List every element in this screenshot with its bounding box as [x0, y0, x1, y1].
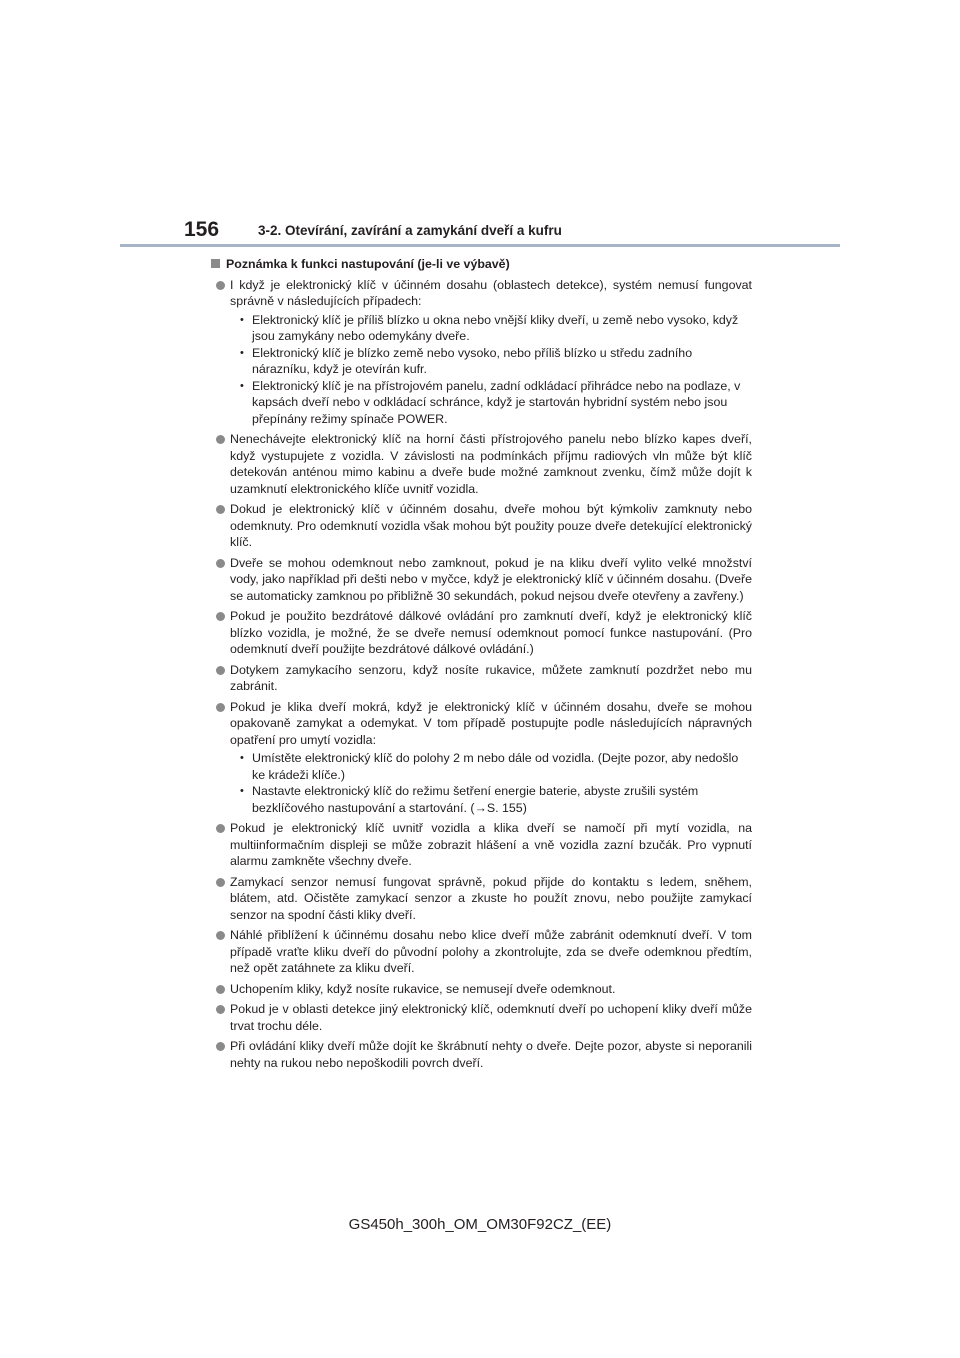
bullet-text: Pokud je použito bezdrátové dálkové ovládání pro zamknutí dveří, když je elektronický klíč blízko vozidla, je možné, že se dveře nemusí odemknout pomocí funkce nastupování. (Pro odemknutí dveří použijte bezdrátové dálkové ovládání.)	[230, 609, 752, 656]
sub-item: • Elektronický klíč je příliš blízko u okna nebo vnější kliky dveří, u země nebo vysoko, když jsou zamykány nebo odemykány dveře.	[240, 312, 752, 345]
note-bullet	[210, 1038, 752, 1071]
page-number: 156	[184, 218, 220, 241]
bullet-text: I když je elektronický klíč v účinném dosahu (oblastech detekce), systém nemusí fungovat správně v následujících případech:	[230, 277, 752, 308]
note-bullet	[210, 501, 752, 551]
bullet-text: Pokud je elektronický klíč uvnitř vozidla a klika dveří se namočí při mytí vozidla, na multiinformačním displeji se může zobrazit hlášení a vně vozidla zazní bzučák. Pro vypnutí alarmu zamkněte všechny dveře.	[230, 821, 752, 868]
sub-item: • Nastavte elektronický klíč do režimu šetření energie baterie, abyste zrušili systém bezklíčového nastupování a startování. (→S. 155)	[240, 783, 752, 816]
bullet-text: Náhlé přiblížení k účinnému dosahu nebo klice dveří může zabránit odemknutí dveří. V tom případě vraťte kliku dveří do původní polohy a zkontrolujte, zda se dveře odemknou předtím, než opět zatáhnete za kliku dveří.	[230, 928, 752, 975]
bullet-text: Dokud je elektronický klíč v účinném dosahu, dveře mohou být kýmkoliv zamknuty nebo odemknuty. Pro odemknutí vozidla však mohou být použity pouze dveře detekující elektronický klíč.	[230, 502, 752, 549]
bullet-list	[210, 277, 752, 1072]
bullet-text: Při ovládání kliky dveří může dojít ke škrábnutí nehty o dveře. Dejte pozor, abyste si neporanili nehty na rukou nebo nepoškodili povrch dveří.	[230, 1039, 752, 1070]
circle-bullet-icon	[216, 281, 225, 290]
note-bullet	[210, 981, 752, 998]
note-bullet	[210, 699, 752, 817]
footer	[0, 1216, 960, 1234]
header-rule	[120, 244, 840, 247]
note-content	[210, 256, 752, 1071]
circle-bullet-icon	[216, 559, 225, 568]
note-bullet	[210, 927, 752, 977]
page-header	[120, 218, 840, 246]
bullet-text: Nenechávejte elektronický klíč na horní části přístrojového panelu nebo blízko kapes dveří, když vystupujete z vozidla. V závislosti na podmínkách příjmu radiových vln může být klíč detekován anténou mimo kabinu a dveře bude možné zamknout zvenku, čímž může dojít k uzamknutí elektronického klíče uvnitř vozidla.	[230, 432, 752, 496]
sub-item: • Elektronický klíč je blízko země nebo vysoko, nebo příliš blízko u středu zadního nárazníku, když je otevírán kufr.	[240, 345, 752, 378]
circle-bullet-icon	[216, 878, 225, 887]
note-bullet	[210, 1001, 752, 1034]
note-bullet	[210, 277, 752, 428]
bullet-text: Pokud je klika dveří mokrá, když je elektronický klíč v účinném dosahu, dveře se mohou opakovaně zamykat a odemykat. V tom případě postupujte podle následujících nápravných opatření pro umytí vozidla:	[230, 699, 752, 747]
sub-list	[230, 312, 752, 428]
circle-bullet-icon	[216, 824, 225, 833]
note-heading-text: Poznámka k funkci nastupování (je-li ve výbavě)	[226, 257, 510, 271]
circle-bullet-icon	[216, 666, 225, 675]
bullet-text: Zamykací senzor nemusí fungovat správně, pokud přijde do kontaktu s ledem, sněhem, blátem, atd. Očistěte zamykací senzor a zkuste ho použít znovu, nebo použijte zamykací senzor na spodní části kliky dveří.	[230, 874, 752, 922]
note-bullet	[210, 874, 752, 924]
sub-item: • Umístěte elektronický klíč do polohy 2 m nebo dále od vozidla. (Dejte pozor, aby nedošlo ke krádeži klíče.)	[240, 750, 752, 783]
bullet-text: Dveře se mohou odemknout nebo zamknout, pokud je na kliku dveří vylito velké množství vody, jako například při dešti nebo v myčce, když je elektronický klíč v účinném dosahu. (Dveře se automaticky zamknou po přibližně 30 sekundách, pokud nejsou dveře otevřeny a zavřeny.)	[230, 555, 752, 603]
sub-item: • Elektronický klíč je na přístrojovém panelu, zadní odkládací přihrádce nebo na podlaze, v kapsách dveří nebo v odkládací schránce, když je startován hybridní systém nebo jsou přepínány režimy spínače POWER.	[240, 378, 752, 428]
circle-bullet-icon	[216, 985, 225, 994]
footer-code: GS450h_300h_OM_OM30F92CZ_(EE)	[348, 1216, 612, 1233]
note-bullet	[210, 555, 752, 605]
sub-list	[230, 750, 752, 816]
section-title: 3-2. Otevírání, zavírání a zamykání dveří a kufru	[258, 223, 562, 238]
note-heading	[210, 256, 752, 273]
note-bullet	[210, 431, 752, 497]
bullet-text: Uchopením kliky, když nosíte rukavice, se nemusejí dveře odemknout.	[230, 981, 616, 996]
circle-bullet-icon	[216, 931, 225, 940]
note-bullet	[210, 608, 752, 658]
circle-bullet-icon	[216, 1042, 225, 1051]
circle-bullet-icon	[216, 505, 225, 514]
bullet-text: Dotykem zamykacího senzoru, když nosíte rukavice, můžete zamknutí pozdržet nebo mu zabránit.	[230, 662, 752, 693]
circle-bullet-icon	[216, 435, 225, 444]
square-bullet-icon	[211, 259, 220, 268]
bullet-text: Pokud je v oblasti detekce jiný elektronický klíč, odemknutí dveří po uchopení kliky dveří může trvat trochu déle.	[230, 1002, 752, 1033]
circle-bullet-icon	[216, 612, 225, 621]
note-bullet	[210, 820, 752, 870]
circle-bullet-icon	[216, 703, 225, 712]
note-bullet	[210, 662, 752, 695]
circle-bullet-icon	[216, 1005, 225, 1014]
